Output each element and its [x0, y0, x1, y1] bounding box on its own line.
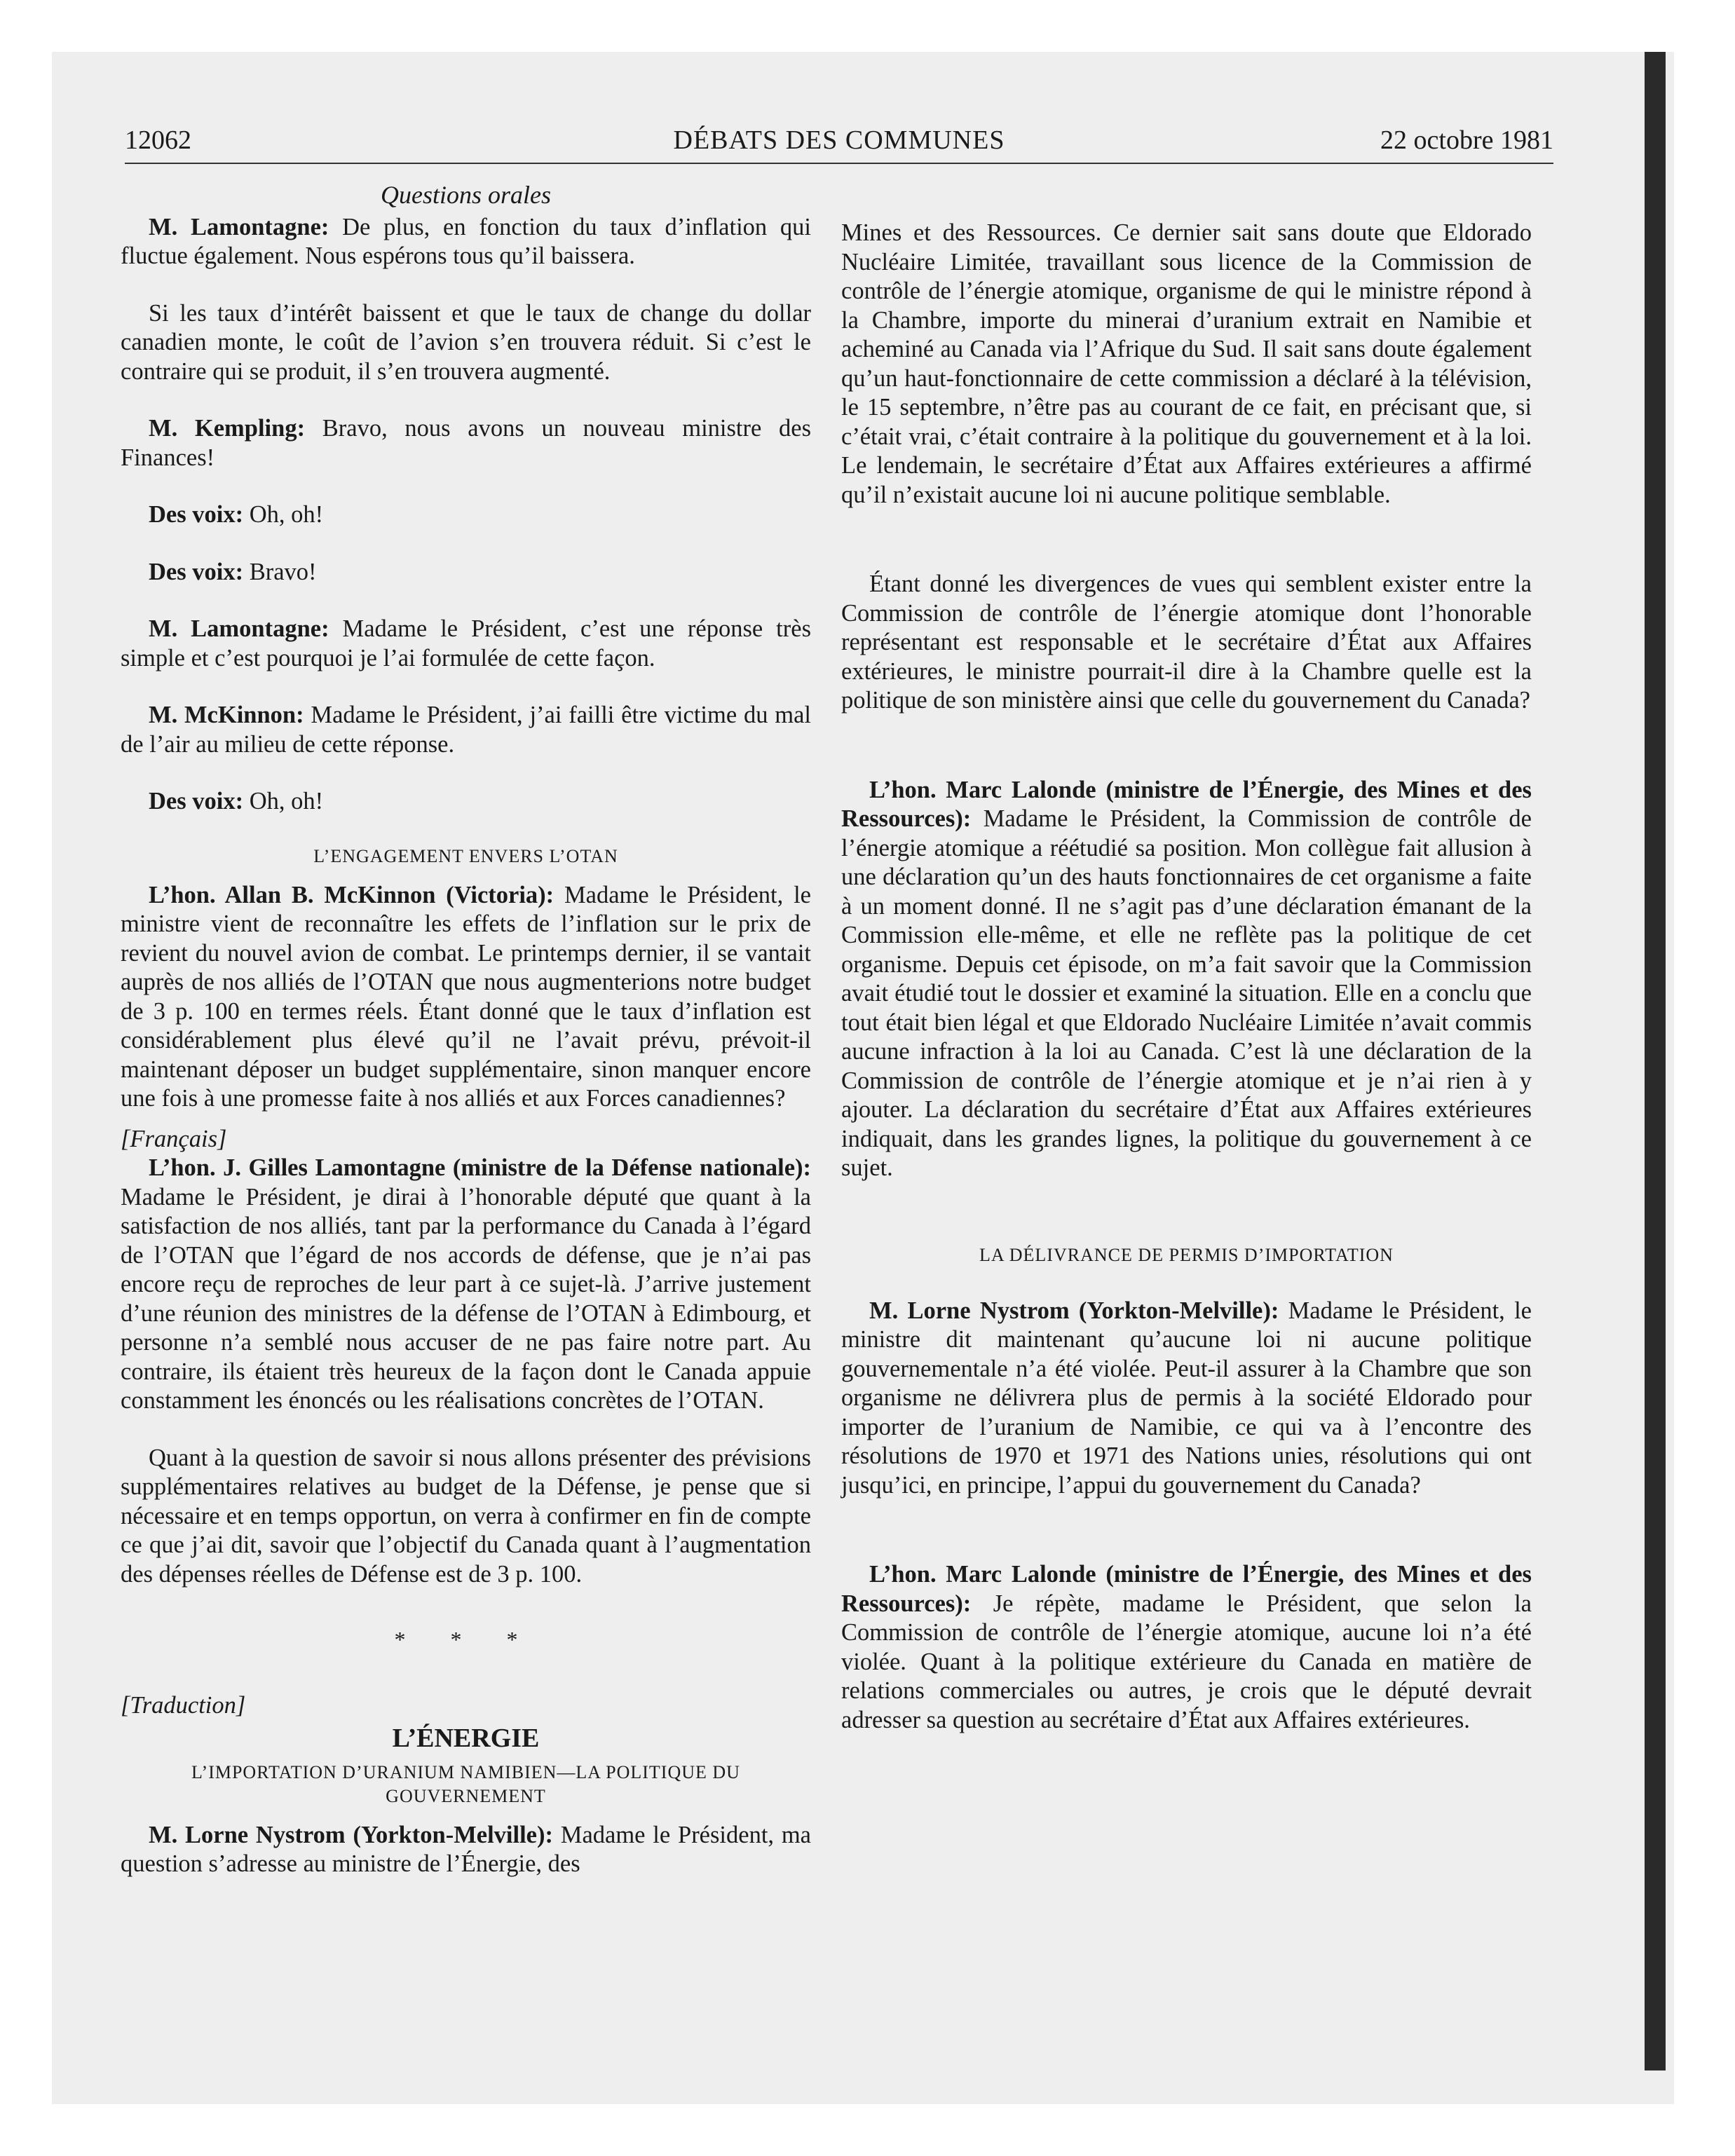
- speaker-name: M. Kempling:: [149, 415, 306, 442]
- issue-date: 22 octobre 1981: [1380, 125, 1553, 155]
- speech-text: Madame le Président, ma question s’adresse au ministre de l’Énergie, des: [121, 1821, 811, 1877]
- speech-text: Madame le Président, le ministre dit maintenant qu’aucune loi ni aucune politique gouvernementale n’a été violée. Peut-il assurer à la Chambre que son organisme ne délivrera plus de permis à la société Eldorado pour importer de l’uranium de Namibie, ce qui va à l’encontre des résolutions de 1970 et 1971 des Nations unies, résolutions qui ont jusqu’ici, en principe, l’appui du gouvernement du Canada?: [841, 1297, 1532, 1499]
- language-marker: [Français]: [121, 1125, 227, 1152]
- right-column: [841, 219, 1532, 1735]
- speech-paragraph: [841, 776, 1532, 1183]
- speech-text: Madame le Président, le ministre vient de reconnaître les effets de l’inflation sur le prix de revient du nouvel avion de combat. Le printemps dernier, il se vantait auprès de nos alliés de l’OTAN que nous augmenterions notre budget de 3 p. 100 en termes réels. Étant donné que le taux d’inflation est considérablement plus élevé qu’il ne l’avait prévu, prévoit-il maintenant déposer un budget supplémentaire, sinon manquer encore une fois à une promesse faite à nos alliés et aux Forces canadiennes?: [121, 881, 811, 1112]
- speech-text: Oh, oh!: [243, 788, 324, 814]
- speaker-name: M. Lorne Nystrom (Yorkton-Melville):: [149, 1821, 553, 1848]
- speech-text: Oh, oh!: [243, 501, 324, 528]
- speaker-name: M. Lamontagne:: [149, 615, 329, 642]
- speaker-name: Des voix:: [149, 788, 244, 814]
- title-energie: L’ÉNERGIE: [392, 1724, 540, 1753]
- section-separator: * * *: [394, 1627, 538, 1652]
- speech-paragraph: Quant à la question de savoir si nous allons présenter des prévisions supplémentaires relatives au budget de la Défense, je pense que si nécessaire et en temps opportun, on verra à confirmer en fin de compte ce que j’ai dit, savoir que l’objectif du Canada quant à l’augmentation des dépenses réelles de Défense est de 3 p. 100.: [121, 1444, 811, 1588]
- subheading-permis: LA DÉLIVRANCE DE PERMIS D’IMPORTATION: [979, 1244, 1394, 1265]
- scan-edge-bar: [1645, 52, 1666, 2070]
- page-number: 12062: [125, 125, 191, 155]
- speech-paragraph: [121, 701, 811, 759]
- page-header: [125, 125, 1553, 164]
- speech-paragraph: [121, 558, 811, 587]
- speaker-name: L’hon. J. Gilles Lamontagne (ministre de la Défense nationale):: [149, 1154, 811, 1181]
- speech-paragraph: Mines et des Ressources. Ce dernier sait sans doute que Eldorado Nucléaire Limitée, travaillant sous licence de la Commission de contrôle de l’énergie atomique, organisme de qui le ministre répond à la Chambre, importe du minerai d’uranium extrait en Namibie et acheminé au Canada via l’Afrique du Sud. Il sait sans doute également qu’un haut-fonctionnaire de cette commission a déclaré à la télévision, le 15 septembre, n’être pas au courant de ce fait, en précisant que, si c’était vrai, c’était contraire à la politique du gouvernement et à la loi. Le lendemain, le secrétaire d’État aux Affaires extérieures a affirmé qu’il n’existait aucune loi ni aucune politique semblable.: [841, 219, 1532, 508]
- speech-text: Madame le Président, je dirai à l’honorable député que quant à la satisfaction de nos alliés, tant par la performance du Canada à l’égard de l’OTAN que l’égard de nos accords de défense, que je n’ai pas encore reçu de reproches de leur part à ce sujet-là. J’arrive justement d’une réunion des ministres de la défense de l’OTAN à Edimbourg, et personne n’a semblé nous accuser de ne pas faire notre part. Au contraire, ils étaient très heureux de la façon dont le Canada appuie constamment les énoncés ou les réalisations concrètes de l’OTAN.: [121, 1183, 811, 1414]
- subheading-otan: L’ENGAGEMENT ENVERS L’OTAN: [313, 845, 618, 866]
- speech-text: Je répète, madame le Président, que selon la Commission de contrôle de l’énergie atomique, aucune loi n’a été violée. Quant à la politique extérieure du Canada en matière de relations commerciales ou autres, je crois que le député devrait adresser sa question au secrétaire d’État aux Affaires extérieures.: [841, 1590, 1532, 1733]
- section-heading: Questions orales: [381, 181, 551, 209]
- speaker-name: M. McKinnon:: [149, 702, 304, 728]
- speaker-name: Des voix:: [149, 558, 244, 585]
- speech-paragraph: [121, 500, 811, 530]
- speaker-name: L’hon. Marc Lalonde (ministre de l’Énergie, des Mines et des Ressources):: [841, 1561, 1532, 1617]
- language-marker: [Traduction]: [121, 1691, 246, 1719]
- speech-paragraph: [841, 1297, 1532, 1501]
- speaker-name: L’hon. Marc Lalonde (ministre de l’Énergie, des Mines et des Ressources):: [841, 776, 1532, 832]
- speech-paragraph: [121, 881, 811, 1114]
- speech-text: Madame le Président, la Commission de contrôle de l’énergie atomique a réétudié sa position. Mon collègue fait allusion à une déclaration qu’un des hauts fonctionnaires de cet organisme a faite à un moment donné. Il ne s’agit pas d’une déclaration émanant de la Commission elle-même, et elle ne reflète pas la politique de cet organisme. Depuis cet épisode, on m’a fait savoir que la Commission avait étudié tout le dossier et examiné la situation. Elle en a conclu que tout était bien légal et que Eldorado Nucléaire Limitée n’avait commis aucune infraction à la loi au Canada. C’est là une déclaration de la Commission de contrôle de l’énergie atomique et je n’ai rien à y ajouter. La déclaration du secrétaire d’État aux Affaires extérieures indiquait, dans les grandes lignes, la politique du gouvernement à ce sujet.: [841, 805, 1532, 1181]
- speech-paragraph: [121, 414, 811, 472]
- speech-text: Bravo!: [243, 558, 317, 585]
- header-rule: [125, 163, 1553, 164]
- speaker-name: Des voix:: [149, 501, 244, 528]
- speech-paragraph: [121, 1154, 811, 1416]
- speech-paragraph: Étant donné les divergences de vues qui semblent exister entre la Commission de contrôle de l’énergie atomique dont l’honorable représentant est responsable et le secrétaire d’État aux Affaires extérieures, le ministre pourrait-il dire à la Chambre quelle est la politique de son ministère ainsi que celle du gouvernement du Canada?: [841, 571, 1532, 714]
- speech-text: Madame le Président, j’ai failli être victime du mal de l’air au milieu de cette réponse.: [121, 702, 811, 758]
- speaker-name: M. Lamontagne:: [149, 213, 329, 240]
- speech-text: Bravo, nous avons un nouveau ministre des Finances!: [121, 415, 811, 471]
- speaker-name: L’hon. Allan B. McKinnon (Victoria):: [149, 881, 554, 908]
- subheading-uranium: L’IMPORTATION D’URANIUM NAMIBIEN—LA POLITIQUE DU GOUVERNEMENT: [191, 1761, 740, 1806]
- speaker-name: M. Lorne Nystrom (Yorkton-Melville):: [869, 1297, 1279, 1324]
- speech-text: Madame le Président, c’est une réponse très simple et c’est pourquoi je l’ai formulée de cette façon.: [121, 615, 811, 671]
- speech-paragraph: [121, 1821, 811, 1879]
- speech-paragraph: Si les taux d’intérêt baissent et que le taux de change du dollar canadien monte, le coût de l’avion s’en trouvera réduit. Si c’est le contraire qui se produit, il s’en trouvera augmenté.: [121, 299, 811, 385]
- speech-paragraph: [841, 1560, 1532, 1735]
- left-column: [121, 181, 811, 1879]
- publication-title: DÉBATS DES COMMUNES: [673, 125, 1005, 155]
- speech-paragraph: [121, 213, 811, 271]
- speech-paragraph: [121, 615, 811, 673]
- speech-paragraph: [121, 787, 811, 817]
- speech-text: De plus, en fonction du taux d’inflation qui fluctue également. Nous espérons tous qu’il baissera.: [121, 213, 811, 269]
